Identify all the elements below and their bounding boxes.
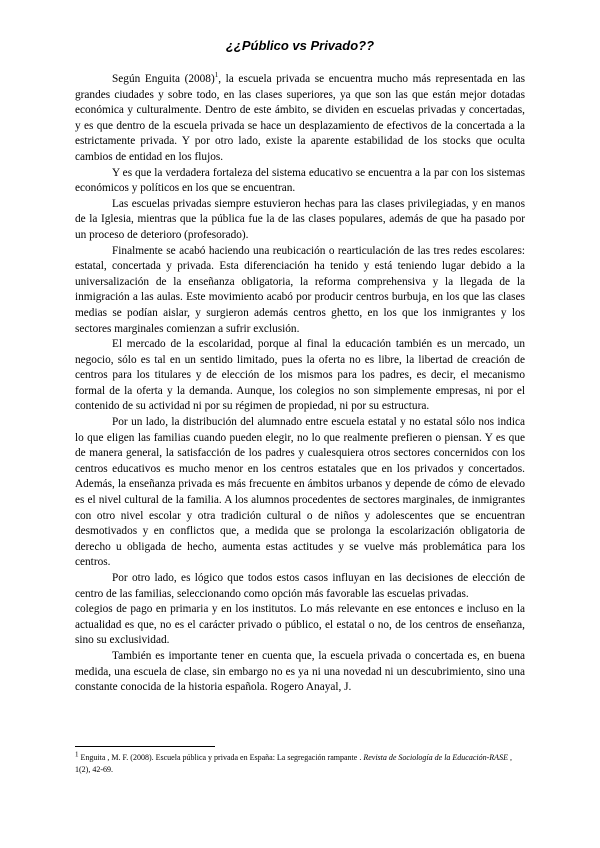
paragraph-3: Las escuelas privadas siempre estuvieron hechas para las clases privilegiadas, y en manos de la Iglesia, mientras que la pública fue la de las clases populares, además de que ha pasado por un proceso de deterioro (profesorado). (75, 197, 525, 241)
footnote-journal: Revista de Sociología de la Educación-RASE (363, 753, 508, 762)
footnote-text: Enguita , M. F. (2008). Escuela pública y privada en España: La segregación rampante . (78, 753, 364, 762)
footnote-reference: 1 (214, 71, 219, 80)
paragraph-2: Y es que la verdadera fortaleza del sistema educativo se encuentra a la par con los sistemas económicos y políticos en los que se encuentran. (75, 166, 525, 195)
paragraph-1 (75, 72, 525, 166)
footnote-citation: , 1(2), 42-69. (75, 753, 512, 774)
paragraph-4: Finalmente se acabó haciendo una reubicación o rearticulación de las tres redes escolares: estatal, concertada y privada. Esta diferenciación ha tenido y está teniendo lugar debido a la universalización de la enseñanza obligatoria, la reforma comprehensiva y la llegada de la inmigración a las aulas. Este movimiento acabó por producir centros burbuja, en los que las clases medias se podían aislar, y surgieron además centros ghetto, en los que los inmigrantes y los sectores marginales comienzan a sufrir exclusión. (75, 244, 525, 335)
document-title: ¿¿Público vs Privado?? (225, 38, 375, 53)
document-body (75, 72, 525, 696)
paragraph-6: Por un lado, la distribución del alumnado entre escuela estatal y no estatal sólo nos indica lo que eligen las familias cuando pueden elegir, no lo que realmente prefieren o piensan. Y es que de manera general, la satisfacción de los padres y cualesquiera otros sectores concernidos con los centros educativos es mucho menor en los centros estatales que en los privados y concertados. Además, la enseñanza privada es más frecuente en ámbitos urbanos y depende de cómo de elevado es el nivel cultural de la familia. A los alumnos procedentes de sectores marginales, de inmigrantes con otro nivel escolar y otra tradición cultural o de niños y adolescentes que se encuentran desmotivados y en conflictos que, a medida que se prolonga la escolarización obligatoria de derecho u obligada de hecho, aumenta estas actitudes y se vuelve más problemática para los centros. (75, 416, 525, 569)
footnote-number: 1 (75, 750, 79, 759)
paragraph-1-start: Según Enguita (2008) (112, 73, 215, 85)
paragraph-5: El mercado de la escolaridad, porque al final la educación también es un mercado, un negocio, sólo es tal en un sentido limitado, pues la oferta no es libre, la libertad de creación de centros para los titulares y de elección de los mismos para los padres, es decir, el mecanismo formal de la oferta y la demanda. Aunque, los colegios no son simplemente empresas, ni por el contenido de su actividad ni por su régimen de propiedad, ni por su estructura. (75, 338, 525, 413)
paragraph-7: Por otro lado, es lógico que todos estos casos influyan en las decisiones de elección de centro de las familias, seleccionando como opción más favorable las escuelas privadas. (75, 572, 525, 600)
footnote-divider (75, 746, 215, 747)
paragraph-9: También es importante tener en cuenta que, la escuela privada o concertada es, en buena medida, una escuela de clase, sin embargo no es ya ni una novedad ni un descubrimiento, sino una constante conocida de la historia española. Rogero Anayal, J. (75, 649, 525, 694)
paragraph-1-rest: , la escuela privada se encuentra mucho más representada en las grandes ciudades y sobre todo, en las clases superiores, ya que son las que están mejor dotadas económica y culturalmente. Dentro de este ámbito, se dividen en escuelas privadas y concertadas, y es que dentro de la escuela privada se hace un desplazamiento de efectivos de la concertada a la estrictamente privada. Y por otro lado, existe la aparente estabilidad de los stocks que oculta cambios de entidad en los flujos. (75, 73, 525, 163)
paragraph-8: colegios de pago en primaria y en los institutos. Lo más relevante en ese entonces e incluso en la actualidad es que, no es el carácter privado o público, el estatal o no, de los centros de enseñanza, sino su exclusividad. (75, 603, 525, 647)
footnote (75, 752, 525, 776)
